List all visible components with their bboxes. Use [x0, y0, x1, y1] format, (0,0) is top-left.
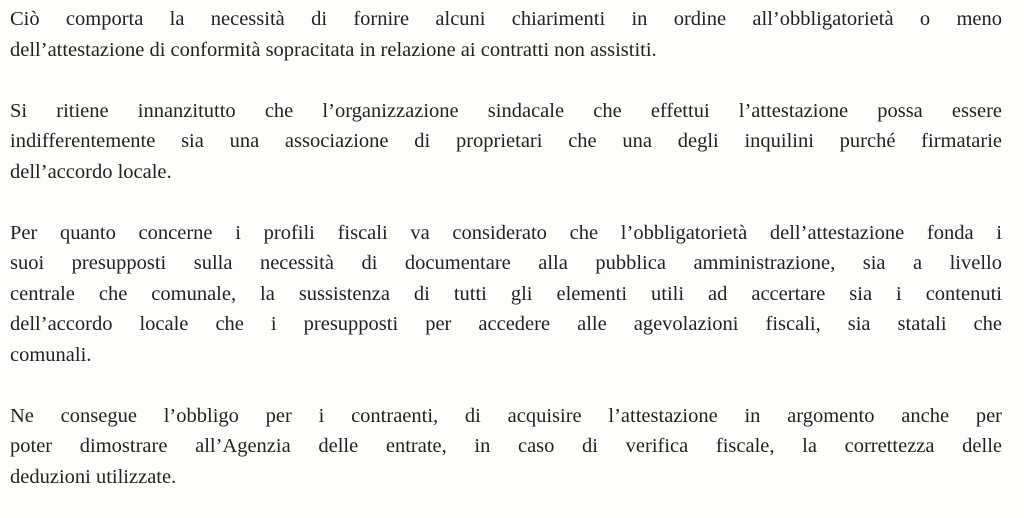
paragraph-gap — [10, 65, 1002, 96]
paragraph-gap — [10, 187, 1002, 218]
paragraph-3-line-2: suoi presupposti sulla necessità di documentare alla pubblica amministrazione, sia a livello — [10, 252, 1002, 274]
paragraph-gap — [10, 370, 1002, 401]
paragraph-4-line-2: poter dimostrare all’Agenzia delle entrate, in caso di verifica fiscale, la correttezza delle — [10, 435, 1002, 457]
paragraph-2-line-2: indifferentemente sia una associazione di proprietari che una degli inquilini purché firmatarie — [10, 130, 1002, 152]
paragraph-2 — [10, 96, 1002, 188]
paragraph-3-line-3: centrale che comunale, la sussistenza di tutti gli elementi utili ad accertare sia i contenuti — [10, 282, 1002, 305]
paragraph-3-line-4: dell’accordo locale che i presupposti per accedere alle agevolazioni fiscali, sia statali che — [10, 313, 1002, 335]
paragraph-3-line-5: comunali. — [10, 343, 92, 366]
paragraph-4-line-1: Ne consegue l’obbligo per i contraenti, di acquisire l’attestazione in argomento anche per — [10, 404, 1002, 427]
paragraph-1-line-1: Ciò comporta la necessità di fornire alcuni chiarimenti in ordine all’obbligatorietà o meno — [10, 8, 1002, 30]
paragraph-3-line-1: Per quanto concerne i profili fiscali va considerato che l’obbligatorietà dell’attestazione fonda i — [10, 221, 1002, 244]
paragraph-2-line-3: dell’accordo locale. — [10, 160, 172, 183]
paragraph-1-line-2: dell’attestazione di conformità sopracitata in relazione ai contratti non assistiti. — [10, 38, 657, 61]
paragraph-4-line-3: deduzioni utilizzate. — [10, 465, 177, 488]
paragraph-4 — [10, 401, 1002, 493]
paragraph-2-line-1: Si ritiene innanzitutto che l’organizzazione sindacale che effettui l’attestazione possa essere — [10, 99, 1002, 122]
paragraph-1 — [10, 4, 1002, 65]
document-page — [10, 0, 1002, 492]
paragraph-3 — [10, 218, 1002, 371]
